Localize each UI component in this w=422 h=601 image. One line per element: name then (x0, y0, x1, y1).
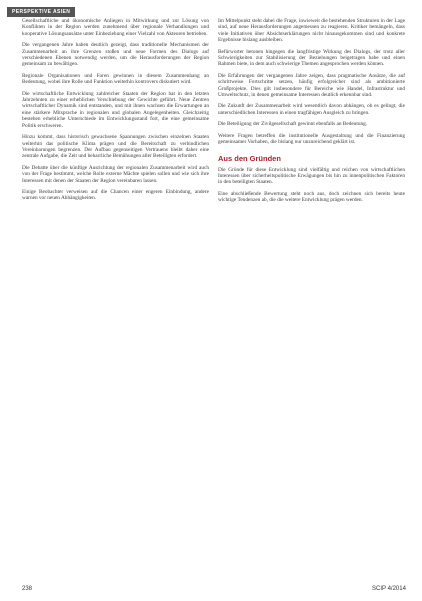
body-paragraph: Im Mittelpunkt steht dabei die Frage, inwieweit die bestehenden Strukturen in der Lage sind, auf neue Herausforderungen angemessen zu reagieren. Kritiker bemängeln, dass viele Initiativen über Absichtserklärungen nicht hinausgekommen sind und konkrete Ergebnisse bislang ausbleiben. (218, 18, 405, 44)
body-paragraph: Einige Beobachter verweisen auf die Chancen einer engeren Einbindung, andere warnen vor neuen Abhängigkeiten. (22, 188, 209, 202)
body-paragraph: Die wirtschaftliche Entwicklung zahlreicher Staaten der Region hat in den letzten Jahrzehnten zu einer erheblichen Verschiebung der Gewichte geführt. Neue Zentren wirtschaftlicher Dynamik sind entstanden, und mit ihnen wachsen die Erwartungen an eine stärkere Mitsprache in regionalen und globalen Angelegenheiten. Gleichzeitig bestehen erhebliche Unterschiede im Entwicklungsstand fort, die eine gemeinsame Politik erschweren. (22, 90, 209, 129)
body-paragraph: Die Beteiligung der Zivilgesellschaft gewinnt ebenfalls an Bedeutung. (218, 121, 368, 128)
left-column (22, 18, 209, 582)
body-paragraph: Befürworter betonen hingegen die langfristige Wirkung des Dialogs, der trotz aller Schwierigkeiten zur Stabilisierung der Beziehungen beigetragen habe und einen Rahmen biete, in dem auch schwierige Themen angesprochen werden können. (218, 48, 405, 68)
body-paragraph: Die vergangenen Jahre haben deutlich gezeigt, dass traditionelle Mechanismen der Zusammenarbeit an ihre Grenzen stoßen und neue Formen des Dialogs auf verschiedenen Ebenen notwendig werden, um die Herausforderungen der Region gemeinsam zu bewältigen. (22, 42, 209, 68)
page-number: 238 (22, 586, 33, 592)
body-paragraph: Die Zukunft der Zusammenarbeit wird wesentlich davon abhängen, ob es gelingt, die unterschiedlichen Interessen in einen tragfähigen Ausgleich zu bringen. (218, 103, 405, 116)
section-header: PERSPEKTIVE ASIEN (7, 7, 75, 17)
body-paragraph: Weitere Fragen betreffen die institutionelle Ausgestaltung und die Finanzierung gemeinsamer Vorhaben, die bislang nur unzureichend geklärt ist. (218, 132, 405, 146)
body-paragraph: Die Erfahrungen der vergangenen Jahre zeigen, dass pragmatische Ansätze, die auf schrittweise Fortschritte setzen, häufig erfolgreicher sind als ambitionierte Großprojekte. Dies gilt insbesondere für Bereiche wie Handel, Infrastruktur und Umweltschutz, in denen gemeinsame Interessen deutlich erkennbar sind. (218, 72, 405, 99)
right-column (218, 18, 405, 582)
body-paragraph: Hinzu kommt, dass historisch gewachsene Spannungen zwischen einzelnen Staaten weiterhin das politische Klima prägen und die Bereitschaft zu verbindlichen Vereinbarungen begrenzen. Der Aufbau gegenseitigen Vertrauens bleibt daher eine zentrale Aufgabe, die Zeit und beharrliche Bemühungen aller Beteiligten erfordert. (22, 134, 209, 160)
issue-label: SCIP 4/2014 (372, 586, 406, 592)
section-paragraph: Eine abschließende Bewertung steht noch aus, doch zeichnen sich bereits heute wichtige Tendenzen ab, die die weitere Entwicklung prägen werden. (218, 190, 405, 204)
section-paragraph: Die Gründe für diese Entwicklung sind vielfältig und reichen von wirtschaftlichen Interessen über sicherheitspolitische Erwägungen bis hin zu innenpolitischen Faktoren in den beteiligten Staaten. (218, 166, 405, 186)
body-paragraph: Regionale Organisationen und Foren gewinnen in diesem Zusammenhang an Bedeutung, wobei ihre Rolle und Funktion weiterhin kontrovers diskutiert wird. (22, 72, 209, 86)
section-heading: Aus den Gründen (218, 153, 281, 163)
body-paragraph: Die Debatte über die künftige Ausrichtung der regionalen Zusammenarbeit wird auch von der Frage bestimmt, welche Rolle externe Mächte spielen sollen und wie sich ihre Interessen mit denen der Staaten der Region vereinbaren lassen. (22, 164, 209, 184)
body-paragraph: Gesellschaftliche und ökonomische Anliegen in Mitwirkung und zur Lösung von Konflikten in der Region werden zunehmend über regionale Verhandlungen und kooperative Lösungsansätze unter Einbeziehung einer Vielzahl von Akteuren betrieben. (22, 18, 209, 37)
